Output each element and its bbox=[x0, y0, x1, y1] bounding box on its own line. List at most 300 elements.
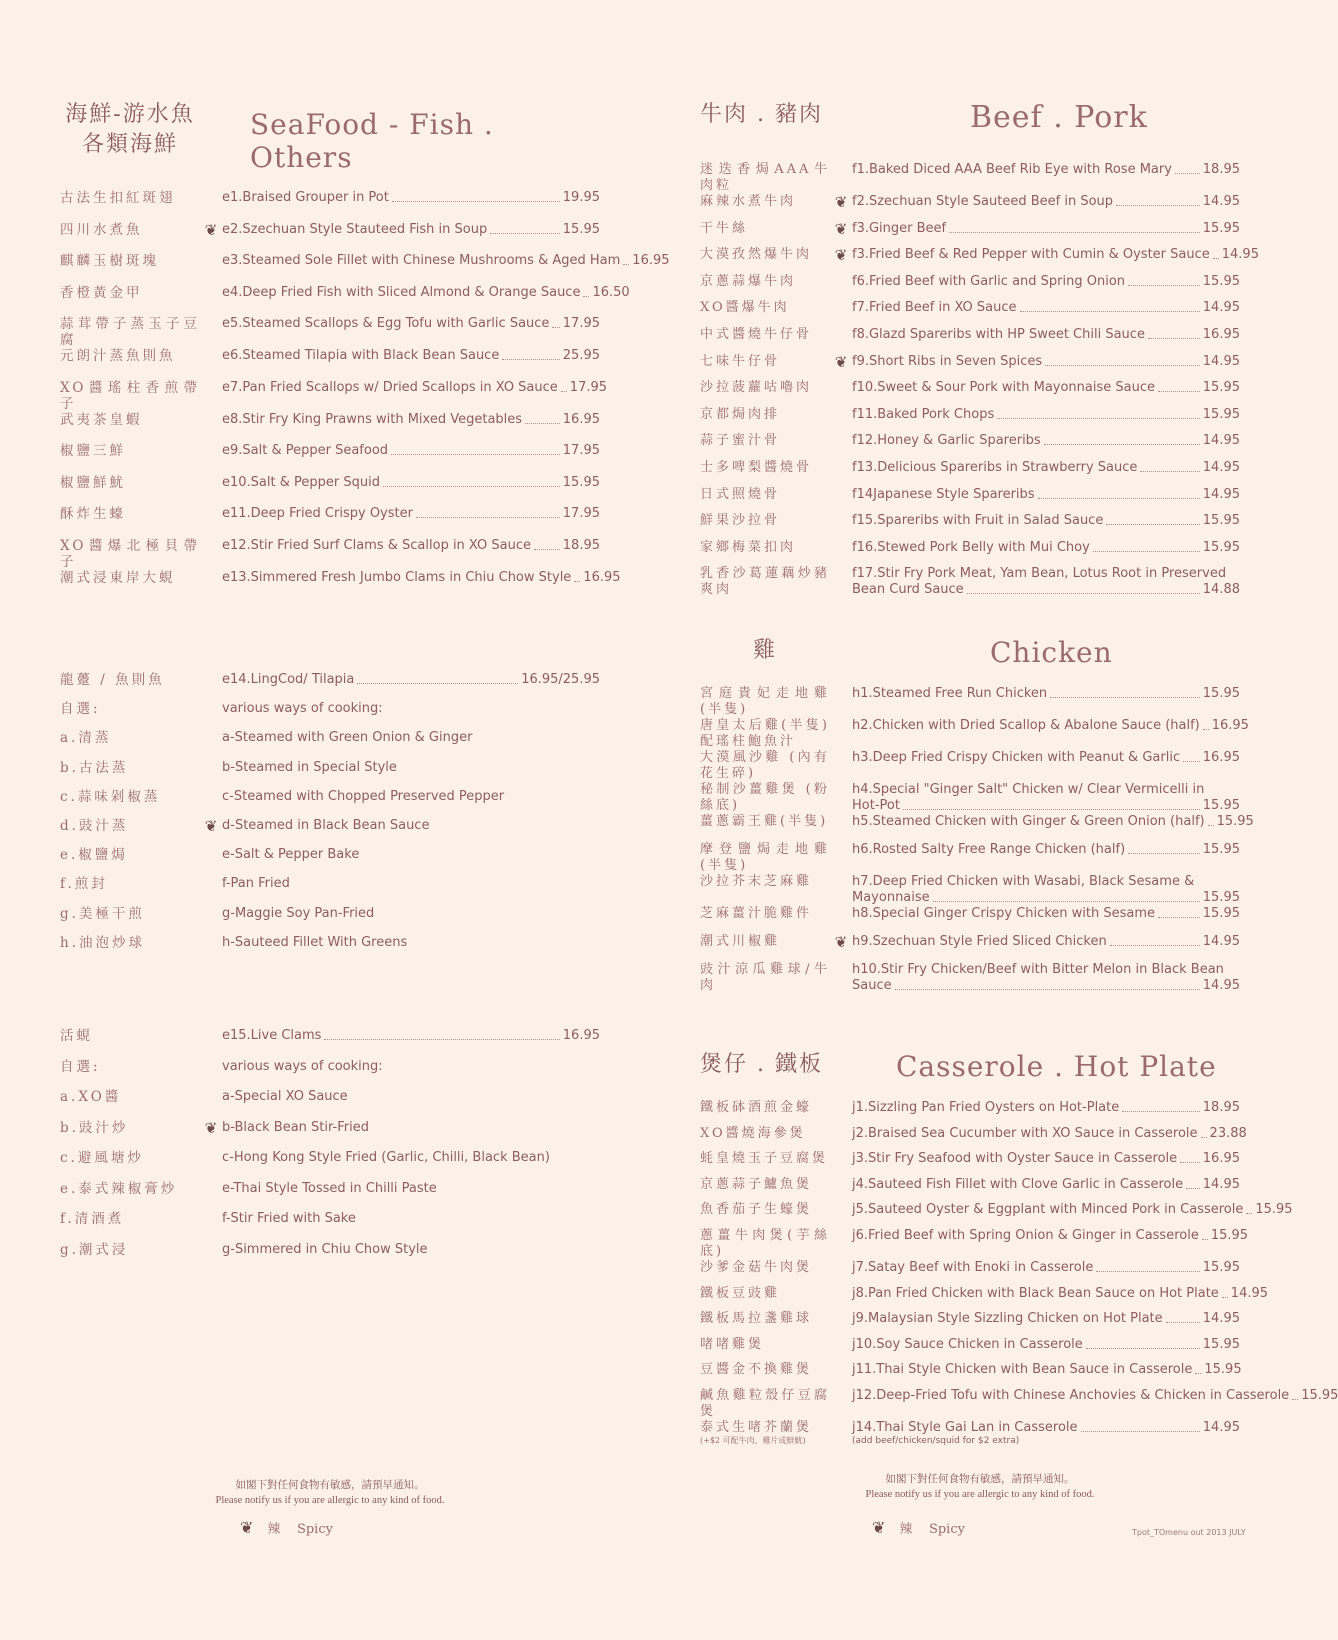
dish-name-en: f8.Glazd Spareribs with HP Sweet Chili Sauce bbox=[852, 326, 1145, 342]
dish-description bbox=[852, 1202, 1293, 1218]
dish-name-en: f15.Spareribs with Fruit in Salad Sauce bbox=[852, 513, 1104, 529]
dish-description bbox=[852, 1420, 1240, 1436]
dish-description bbox=[222, 190, 600, 206]
dish-description bbox=[852, 718, 1249, 734]
menu-item bbox=[700, 1100, 1240, 1126]
clams-list bbox=[60, 1028, 600, 1272]
menu-item bbox=[60, 1150, 600, 1181]
dish-name-zh: 蒜茸帶子蒸玉子豆腐 bbox=[60, 316, 200, 348]
menu-item bbox=[700, 1202, 1293, 1228]
menu-item bbox=[700, 962, 1240, 994]
lingcod-section bbox=[60, 672, 600, 964]
dish-name-zh: 沙拉菠蘿咕嚕肉 bbox=[700, 380, 813, 396]
dish-name-zh: 京蔥蒜爆牛肉 bbox=[700, 273, 797, 289]
dish-price: 14.95 bbox=[1202, 1176, 1240, 1192]
dish-name-en: j14.Thai Style Gai Lan in Casserole bbox=[852, 1419, 1078, 1435]
menu-item bbox=[60, 475, 600, 507]
dish-name-en: e5.Steamed Scallops & Egg Tofu with Garlic Sauce bbox=[222, 316, 550, 331]
dish-price: 15.95 bbox=[1202, 906, 1240, 921]
dish-price: 15.95 bbox=[1202, 273, 1240, 289]
dish-name-en: j8.Pan Fried Chicken with Black Bean Sauce on Hot Plate bbox=[852, 1285, 1219, 1301]
menu-item bbox=[700, 1260, 1240, 1286]
dish-name-en: f11.Baked Pork Chops bbox=[852, 406, 995, 422]
menu-item bbox=[700, 221, 1240, 248]
dish-name-zh: d.豉汁蒸 bbox=[60, 817, 129, 834]
dish-name-en: various ways of cooking: bbox=[222, 1058, 383, 1074]
menu-item bbox=[700, 874, 1240, 906]
dish-name-zh: 家鄉梅菜扣肉 bbox=[700, 539, 797, 555]
dish-name-zh: 魚香茄子生蠔煲 bbox=[700, 1202, 813, 1218]
dish-name-en: e2.Szechuan Style Stauteed Fish in Soup bbox=[222, 221, 488, 237]
menu-item bbox=[700, 380, 1240, 407]
dish-name-en: f16.Stewed Pork Belly with Mui Choy bbox=[852, 539, 1090, 555]
dish-name-en: h-Sauteed Fillet With Greens bbox=[222, 934, 408, 950]
casserole-title-zh: 煲仔 . 鐵板 bbox=[700, 1052, 823, 1077]
chili-icon: ❦ bbox=[834, 933, 848, 951]
dish-price: 17.95 bbox=[562, 506, 600, 521]
dish-price: 14.95 bbox=[1202, 1419, 1240, 1435]
dish-price: 18.95 bbox=[1202, 1100, 1240, 1115]
leader-dots bbox=[1140, 460, 1199, 472]
dish-name-zh: 元朗汁蒸魚則魚 bbox=[60, 348, 176, 364]
leader-dots bbox=[1148, 327, 1200, 339]
dish-name-en: j5.Sauteed Oyster & Eggplant with Minced Pork in Casserole bbox=[852, 1202, 1244, 1218]
dish-name-en-cont bbox=[852, 798, 1240, 814]
dish-name-zh: 鮮果沙拉骨 bbox=[700, 513, 781, 529]
allergy-cn: 如閣下對任何食物有敏感，請預早通知。 bbox=[885, 1474, 1075, 1485]
dish-name-en: j1.Sizzling Pan Fried Oysters on Hot-Plate bbox=[852, 1100, 1120, 1115]
leader-dots bbox=[1045, 354, 1200, 366]
allergy-note-right bbox=[830, 1472, 1130, 1502]
leader-dots bbox=[1195, 1362, 1201, 1374]
dish-description bbox=[852, 540, 1240, 556]
spicy-cn: 辣 bbox=[267, 1522, 281, 1537]
dish-price: 18.95 bbox=[562, 537, 600, 553]
clams-section bbox=[60, 1028, 600, 1272]
dish-name-zh: 鐵板豆豉雞 bbox=[700, 1285, 781, 1301]
leader-dots bbox=[1246, 1202, 1252, 1214]
dish-description bbox=[852, 1286, 1268, 1302]
dish-name-en: a-Steamed with Green Onion & Ginger bbox=[222, 730, 473, 746]
leader-dots bbox=[1186, 1177, 1200, 1189]
menu-item bbox=[60, 730, 600, 759]
dish-name-en: h3.Deep Fried Crispy Chicken with Peanut & Garlic bbox=[852, 750, 1181, 765]
menu-item bbox=[700, 487, 1240, 514]
dish-name-en: j11.Thai Style Chicken with Bean Sauce in Casserole bbox=[852, 1362, 1193, 1378]
dish-description bbox=[852, 1177, 1240, 1193]
dish-name-zh: 秘制沙薑雞煲 (粉絲底) bbox=[700, 782, 830, 813]
dish-name-zh: 酥炸生蠔 bbox=[60, 506, 126, 522]
menu-item bbox=[60, 412, 600, 444]
dish-name-zh: 蚝皇燒玉子豆腐煲 bbox=[700, 1151, 829, 1167]
dish-name-en: j10.Soy Sauce Chicken in Casserole bbox=[852, 1336, 1083, 1352]
dish-name-zh: XO醬瑤柱香煎帶子 bbox=[60, 379, 200, 412]
dish-name-en: e8.Stir Fry King Prawns with Mixed Vegetables bbox=[222, 411, 523, 427]
dish-price: 17.95 bbox=[562, 316, 600, 331]
dish-description bbox=[852, 1228, 1248, 1244]
dish-description bbox=[852, 1420, 1240, 1446]
dish-name-en: j2.Braised Sea Cucumber with XO Sauce in Casserole bbox=[852, 1125, 1198, 1141]
dish-name-zh: 中式醬燒牛仔骨 bbox=[700, 326, 813, 342]
menu-item bbox=[60, 538, 600, 570]
leader-dots bbox=[1096, 1260, 1199, 1272]
dish-price: 16.50 bbox=[592, 284, 630, 300]
allergy-note-left bbox=[180, 1478, 480, 1508]
chili-icon: ❦ bbox=[834, 219, 848, 238]
menu-item bbox=[60, 1211, 600, 1242]
dish-name-en: d-Steamed in Black Bean Sauce bbox=[222, 817, 430, 833]
spicy-legend-right bbox=[872, 1518, 965, 1537]
dish-description bbox=[852, 487, 1240, 503]
dish-name-en: e3.Steamed Sole Fillet with Chinese Mushrooms & Aged Ham bbox=[222, 253, 621, 268]
dish-price: 15.95 bbox=[1255, 1202, 1293, 1218]
dish-name-en-cont bbox=[852, 978, 1240, 994]
dish-description bbox=[852, 934, 1240, 950]
dish-description bbox=[852, 327, 1240, 343]
leader-dots bbox=[1201, 1126, 1207, 1138]
menu-item bbox=[60, 701, 600, 730]
dish-price: 15.95 bbox=[1202, 1259, 1240, 1275]
leader-dots bbox=[949, 221, 1200, 233]
dish-name-zh: 啫啫雞煲 bbox=[700, 1336, 765, 1352]
dish-name-en: e7.Pan Fried Scallops w/ Dried Scallops in XO Sauce bbox=[222, 379, 558, 395]
spicy-cn: 辣 bbox=[899, 1522, 913, 1537]
dish-name-zh: 唐皇太后雞(半隻) 配瑤柱鮑魚汁 bbox=[700, 718, 830, 749]
dish-name-en: h8.Special Ginger Crispy Chicken with Sesame bbox=[852, 906, 1156, 921]
chili-icon: ❦ bbox=[872, 1518, 886, 1537]
dish-name-zh: f.清酒煮 bbox=[60, 1211, 125, 1227]
menu-item bbox=[60, 569, 621, 602]
dish-price: 15.95 bbox=[1202, 686, 1240, 701]
dish-name-zh: 大漠風沙雞 (內有花生碎) bbox=[700, 750, 830, 781]
dish-name-zh: b.古法蒸 bbox=[60, 759, 129, 776]
dish-name-zh: 麒麟玉樹斑塊 bbox=[60, 253, 159, 269]
menu-item bbox=[60, 1089, 600, 1120]
menu-item bbox=[700, 513, 1240, 540]
dish-name-zh: 沙拉芥末芝麻雞 bbox=[700, 874, 813, 889]
dish-description bbox=[222, 570, 621, 586]
dish-price: 16.95 bbox=[562, 411, 600, 427]
leader-dots bbox=[1183, 750, 1200, 762]
dish-name-zh: 摩登鹽焗走地雞(半隻) bbox=[700, 842, 830, 873]
leader-dots bbox=[525, 412, 560, 424]
dish-name-zh: a.XO醬 bbox=[60, 1089, 122, 1105]
dish-description bbox=[852, 1337, 1240, 1353]
dish-price: 16.95 bbox=[1202, 326, 1240, 342]
menu-item bbox=[700, 1125, 1247, 1152]
dish-description bbox=[222, 1028, 600, 1044]
dish-description bbox=[222, 506, 600, 522]
leader-dots bbox=[1128, 274, 1200, 286]
menu-item bbox=[60, 818, 600, 847]
dish-name-en: f12.Honey & Garlic Spareribs bbox=[852, 433, 1041, 449]
dish-name-en: various ways of cooking: bbox=[222, 701, 383, 717]
casserole-title-en: Casserole . Hot Plate bbox=[896, 1050, 1217, 1083]
chicken-title-en: Chicken bbox=[990, 636, 1113, 669]
leader-dots bbox=[895, 978, 1200, 990]
menu-item bbox=[700, 566, 1240, 598]
dish-name-en: e9.Salt & Pepper Seafood bbox=[222, 443, 389, 458]
dish-name-zh: 四川水煮魚 bbox=[60, 221, 143, 238]
leader-dots bbox=[933, 890, 1200, 902]
menu-item bbox=[700, 194, 1240, 221]
leader-dots bbox=[1081, 1420, 1200, 1432]
dish-description bbox=[852, 842, 1240, 858]
dish-name-en: h10.Stir Fry Chicken/Beef with Bitter Melon in Black Bean bbox=[852, 962, 1224, 977]
menu-item bbox=[700, 1285, 1269, 1312]
leader-dots bbox=[623, 253, 629, 265]
leader-dots bbox=[1222, 1286, 1228, 1298]
dish-name-en: e4.Deep Fried Fish with Sliced Almond & Orange Sauce bbox=[222, 284, 581, 300]
dish-price: 17.95 bbox=[562, 443, 600, 458]
dish-description bbox=[852, 1362, 1242, 1378]
dish-name-en: h6.Rosted Salty Free Range Chicken (half) bbox=[852, 842, 1126, 857]
dish-name-en: f-Stir Fried with Sake bbox=[222, 1211, 356, 1226]
beef-title-zh: 牛肉 . 豬肉 bbox=[700, 102, 823, 127]
dish-description bbox=[852, 300, 1240, 316]
dish-price: 15.95 bbox=[562, 474, 600, 490]
dish-name-en: e13.Simmered Fresh Jumbo Clams in Chiu Chow Style bbox=[222, 569, 572, 585]
dish-price: 15.95 bbox=[562, 221, 600, 237]
dish-description bbox=[852, 354, 1240, 370]
leader-dots bbox=[1158, 380, 1200, 392]
dish-description bbox=[852, 566, 1240, 598]
dish-name-en: f3.Fried Beef & Red Pepper with Cumin & Oyster Sauce bbox=[852, 247, 1210, 263]
dish-name-zh: 薑蔥霸王雞(半隻) bbox=[700, 814, 829, 829]
beef-section bbox=[700, 100, 1259, 598]
leader-dots bbox=[583, 285, 589, 297]
leader-dots bbox=[490, 222, 560, 234]
dish-price: 14.95 bbox=[1202, 978, 1240, 993]
dish-name-zh: e.椒鹽焗 bbox=[60, 847, 128, 864]
menu-item bbox=[60, 222, 600, 254]
dish-description bbox=[852, 221, 1240, 237]
dish-description bbox=[852, 874, 1240, 906]
menu-item bbox=[700, 246, 1259, 274]
leader-dots bbox=[416, 506, 560, 518]
dish-name-zh: 鐵板馬拉盞雞球 bbox=[700, 1311, 813, 1327]
dish-name-zh: 沙爹金菇牛肉煲 bbox=[700, 1259, 813, 1275]
dish-name-en: j12.Deep-Fried Tofu with Chinese Anchovies & Chicken in Casserole bbox=[852, 1387, 1290, 1403]
dish-description bbox=[852, 194, 1240, 210]
dish-description bbox=[222, 443, 600, 459]
dish-name-zh: 豆醬金不換雞煲 bbox=[700, 1362, 813, 1378]
dish-price: 15.95 bbox=[1210, 1227, 1249, 1243]
dish-name-zh: 日式照燒骨 bbox=[700, 486, 781, 502]
menu-item bbox=[700, 842, 1240, 874]
dish-description bbox=[852, 1388, 1338, 1404]
dish-name-en: f17.Stir Fry Pork Meat, Yam Bean, Lotus Root in Preserved bbox=[852, 566, 1227, 582]
leader-dots bbox=[1203, 718, 1209, 730]
dish-price: 18.95 bbox=[1202, 162, 1240, 177]
dish-price: 15.95 bbox=[1202, 539, 1240, 555]
dish-name-en: f13.Delicious Spareribs in Strawberry Sauce bbox=[852, 459, 1138, 475]
chili-icon: ❦ bbox=[834, 352, 848, 371]
dish-price: 16.95 bbox=[1202, 1151, 1240, 1167]
dish-price: 14.95 bbox=[1202, 486, 1240, 502]
dish-price: 16.95 bbox=[583, 569, 621, 585]
chili-icon: ❦ bbox=[204, 816, 218, 835]
leader-dots bbox=[502, 348, 559, 360]
dish-name-en: c-Hong Kong Style Fried (Garlic, Chilli, Black Bean) bbox=[222, 1150, 550, 1165]
dish-price: 14.95 bbox=[1230, 1285, 1269, 1301]
menu-item bbox=[700, 1362, 1240, 1388]
leader-dots bbox=[1202, 1228, 1208, 1240]
dish-name-en: e11.Deep Fried Crispy Oyster bbox=[222, 506, 413, 521]
leader-dots bbox=[903, 798, 1200, 810]
dish-name-zh: 迷迭香焗AAA牛肉粒 bbox=[700, 162, 830, 193]
lingcod-list bbox=[60, 672, 600, 964]
dish-name-zh: XO醬爆北極貝帶子 bbox=[60, 537, 200, 570]
dish-description bbox=[222, 672, 600, 688]
dish-name-zh: a.清蒸 bbox=[60, 730, 112, 747]
dish-description bbox=[852, 433, 1240, 449]
dish-name-zh: XO醬燒海參煲 bbox=[700, 1125, 806, 1141]
chicken-title-zh: 雞 bbox=[752, 638, 777, 663]
dish-description bbox=[852, 814, 1254, 830]
dish-name-en-cont bbox=[852, 582, 1240, 598]
leader-dots bbox=[967, 582, 1200, 594]
dish-price: 23.88 bbox=[1209, 1125, 1247, 1141]
dish-name-zh: 鹹魚雞粒殼仔豆腐煲 bbox=[700, 1387, 830, 1419]
menu-item bbox=[60, 1059, 600, 1090]
leader-dots bbox=[1122, 1100, 1200, 1112]
menu-item bbox=[60, 443, 600, 475]
dish-price: 15.95 bbox=[1202, 220, 1240, 236]
menu-item bbox=[700, 1387, 1338, 1420]
menu-item bbox=[700, 460, 1240, 487]
beef-list bbox=[700, 162, 1259, 598]
dish-name-zh: 潮式浸東岸大蜆 bbox=[60, 569, 176, 586]
dish-price: 17.95 bbox=[569, 379, 608, 395]
chicken-list bbox=[700, 686, 1254, 994]
dish-name-zh: 蔥薑牛肉煲(芋絲底) bbox=[700, 1227, 830, 1259]
dish-price: 14.95 bbox=[1221, 247, 1259, 263]
dish-name-zh: 干牛絲 bbox=[700, 220, 749, 236]
dish-name-en: b-Black Bean Stir-Fried bbox=[222, 1119, 369, 1135]
dish-name-en: h7.Deep Fried Chicken with Wasabi, Black Sesame & bbox=[852, 874, 1195, 889]
dish-name-zh: 七味牛仔骨 bbox=[700, 353, 781, 369]
dish-description bbox=[852, 460, 1240, 476]
dish-description bbox=[222, 475, 600, 491]
dish-name-en: b-Steamed in Special Style bbox=[222, 759, 397, 775]
dish-name-en-line2: Mayonnaise bbox=[852, 890, 930, 905]
dish-description bbox=[852, 1260, 1240, 1276]
dish-description bbox=[852, 380, 1240, 396]
dish-price: 16.95 bbox=[1202, 750, 1240, 765]
menu-item bbox=[700, 162, 1240, 194]
dish-name-zh: c.避風塘炒 bbox=[60, 1150, 144, 1166]
dish-description bbox=[852, 782, 1240, 814]
dish-name-zh: 龍躉 / 魚則魚 bbox=[60, 672, 165, 688]
dish-description bbox=[852, 962, 1240, 994]
seafood-title-zh: 海鮮-游水魚 各類海鮮 bbox=[65, 102, 195, 157]
dish-name-en: j6.Fried Beef with Spring Onion & Ginger in Casserole bbox=[852, 1227, 1199, 1243]
menu-item bbox=[700, 274, 1240, 301]
dish-name-zh: f.煎封 bbox=[60, 876, 108, 893]
menu-item bbox=[700, 327, 1240, 354]
leader-dots bbox=[324, 1028, 559, 1040]
dish-name-en: h5.Steamed Chicken with Ginger & Green Onion (half) bbox=[852, 814, 1205, 829]
dish-name-zh: b.豉汁炒 bbox=[60, 1119, 129, 1136]
dish-price: 14.95 bbox=[1202, 459, 1240, 475]
dish-name-zh: 自選: bbox=[60, 1058, 101, 1075]
menu-item bbox=[60, 253, 670, 285]
chili-icon: ❦ bbox=[204, 1118, 218, 1137]
leader-dots bbox=[1044, 433, 1200, 445]
dish-name-zh: c.蒜味剁椒蒸 bbox=[60, 788, 161, 805]
dish-price: 14.95 bbox=[1202, 194, 1240, 209]
leader-dots bbox=[1292, 1388, 1298, 1400]
dish-price: 15.95 bbox=[1202, 513, 1240, 529]
leader-dots bbox=[997, 407, 1200, 419]
spicy-en: Spicy bbox=[928, 1522, 965, 1537]
dish-name-en: f7.Fried Beef in XO Sauce bbox=[852, 300, 1017, 316]
dish-description bbox=[852, 906, 1240, 922]
dish-price: 14.95 bbox=[1202, 1311, 1240, 1327]
allergy-en: Please notify us if you are allergic to any kind of food. bbox=[865, 1489, 1095, 1500]
dish-description bbox=[222, 538, 600, 554]
leader-dots bbox=[552, 316, 559, 328]
casserole-list bbox=[700, 1100, 1338, 1446]
dish-name-zh: 大漠孜然爆牛肉 bbox=[700, 247, 813, 263]
dish-name-zh: 古法生扣紅斑翅 bbox=[60, 190, 176, 206]
dish-name-zh: 豉汁涼瓜雞球/牛肉 bbox=[700, 962, 830, 993]
leader-dots bbox=[1175, 162, 1200, 174]
dish-name-en: f10.Sweet & Sour Pork with Mayonnaise Sauce bbox=[852, 380, 1155, 396]
seafood-section bbox=[60, 100, 670, 601]
dish-description bbox=[852, 750, 1240, 766]
menu-item bbox=[60, 348, 600, 380]
dish-price: 16.95 bbox=[632, 253, 670, 268]
dish-name-en: g-Simmered in Chiu Chow Style bbox=[222, 1241, 428, 1257]
chili-icon: ❦ bbox=[240, 1518, 254, 1537]
menu-item bbox=[700, 906, 1240, 934]
menu-item bbox=[700, 814, 1254, 842]
beef-title-en: Beef . Pork bbox=[970, 100, 1148, 135]
dish-name-en-cont bbox=[852, 890, 1240, 906]
dish-price: 15.95 bbox=[1202, 406, 1240, 422]
dish-name-en: f9.Short Ribs in Seven Spices bbox=[852, 353, 1043, 369]
dish-name-zh: 香橙黃金甲 bbox=[60, 284, 143, 301]
dish-name-en: c-Steamed with Chopped Preserved Pepper bbox=[222, 788, 505, 804]
dish-name-zh: 椒鹽鮮魷 bbox=[60, 474, 126, 491]
dish-name-en: e15.Live Clams bbox=[222, 1028, 322, 1043]
dish-name-en: f3.Ginger Beef bbox=[852, 220, 947, 236]
dish-description bbox=[852, 407, 1240, 423]
dish-name-en: f14Japanese Style Spareribs bbox=[852, 486, 1035, 502]
leader-dots bbox=[534, 538, 560, 550]
dish-price: 14.95 bbox=[1202, 353, 1240, 369]
leader-dots bbox=[1208, 814, 1214, 826]
dish-price: 15.95 bbox=[1216, 814, 1254, 829]
dish-name-en: e-Thai Style Tossed in Chilli Paste bbox=[222, 1180, 437, 1196]
leader-dots bbox=[1213, 247, 1219, 259]
dish-price: 16.95 bbox=[1211, 718, 1249, 733]
dish-price: 15.95 bbox=[1202, 798, 1240, 813]
leader-dots bbox=[574, 570, 580, 582]
leader-dots bbox=[1093, 540, 1200, 552]
menu-item bbox=[60, 1028, 600, 1059]
dish-name-en: f2.Szechuan Style Sauteed Beef in Soup bbox=[852, 194, 1114, 209]
dish-price: 14.95 bbox=[1202, 300, 1240, 316]
dish-price: 15.95 bbox=[1202, 1336, 1240, 1352]
leader-dots bbox=[357, 672, 518, 684]
menu-item bbox=[60, 876, 600, 905]
leader-dots bbox=[561, 380, 567, 392]
menu-item bbox=[60, 1181, 600, 1212]
dish-name-zh: g.美極干煎 bbox=[60, 905, 145, 922]
